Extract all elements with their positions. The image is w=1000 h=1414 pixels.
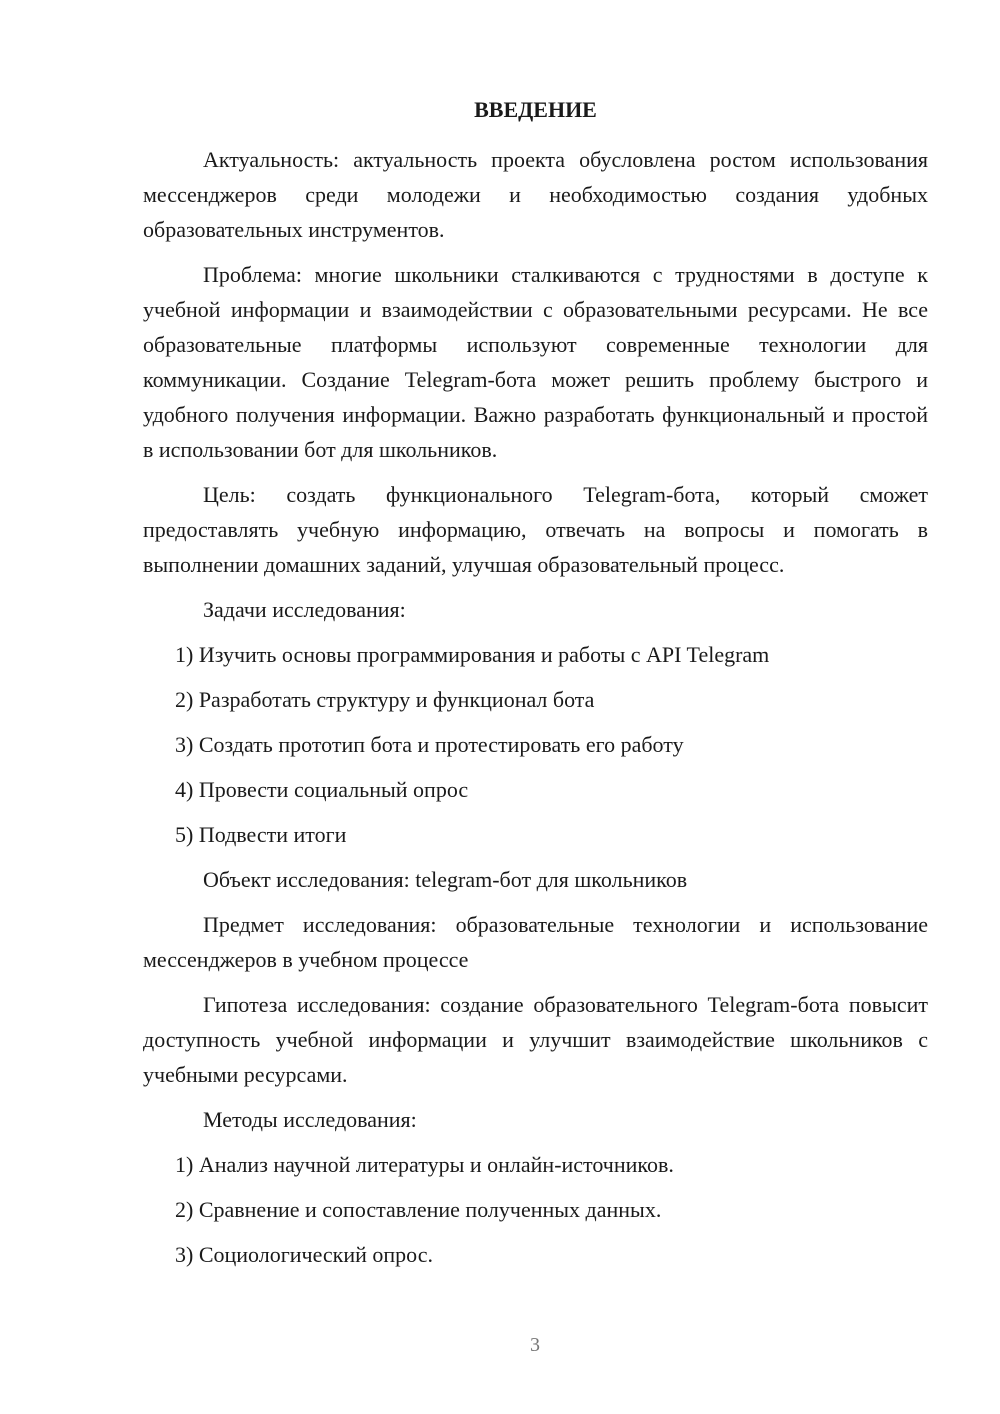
document-body <box>143 96 928 1282</box>
list-item: 1) Изучить основы программирования и работы с API Telegram <box>175 642 770 667</box>
goal-paragraph: Цель: создать функционального Telegram-бота, который сможет предоставлять учебную информацию, отвечать на вопросы и помогать в выполнении домашних заданий, улучшая образовательный процесс. <box>143 482 928 577</box>
page-title: ВВЕДЕНИЕ <box>474 97 597 122</box>
list-item: 2) Разработать структуру и функционал бота <box>175 687 595 712</box>
list-item: 5) Подвести итоги <box>175 822 347 847</box>
list-item: 1) Анализ научной литературы и онлайн-источников. <box>175 1152 674 1177</box>
list-item: 4) Провести социальный опрос <box>175 777 469 802</box>
methods-list <box>143 1147 928 1272</box>
tasks-list <box>143 637 928 852</box>
list-item: 2) Сравнение и сопоставление полученных данных. <box>175 1197 662 1222</box>
tasks-heading: Задачи исследования: <box>203 597 406 622</box>
problem-paragraph: Проблема: многие школьники сталкиваются с трудностями в доступе к учебной информации и взаимодействии с образовательными ресурсами. Не все образовательные платформы используют современные технологии для коммуникации. Создание Telegram-бота может решить проблему быстрого и удобного получения информации. Важно разработать функциональный и простой в использовании бот для школьников. <box>143 262 928 462</box>
subject-paragraph: Предмет исследования: образовательные технологии и использование мессенджеров в учебном процессе <box>143 912 928 972</box>
list-item: 3) Социологический опрос. <box>175 1242 433 1267</box>
relevance-paragraph: Актуальность: актуальность проекта обусловлена ростом использования мессенджеров среди молодежи и необходимостью создания удобных образовательных инструментов. <box>143 147 928 242</box>
object-paragraph: Объект исследования: telegram-бот для школьников <box>203 867 688 892</box>
methods-heading: Методы исследования: <box>203 1107 417 1132</box>
list-item: 3) Создать прототип бота и протестировать его работу <box>175 732 684 757</box>
page-number: 3 <box>530 1334 540 1356</box>
hypothesis-paragraph: Гипотеза исследования: создание образовательного Telegram-бота повысит доступность учебной информации и улучшит взаимодействие школьников с учебными ресурсами. <box>143 992 928 1087</box>
